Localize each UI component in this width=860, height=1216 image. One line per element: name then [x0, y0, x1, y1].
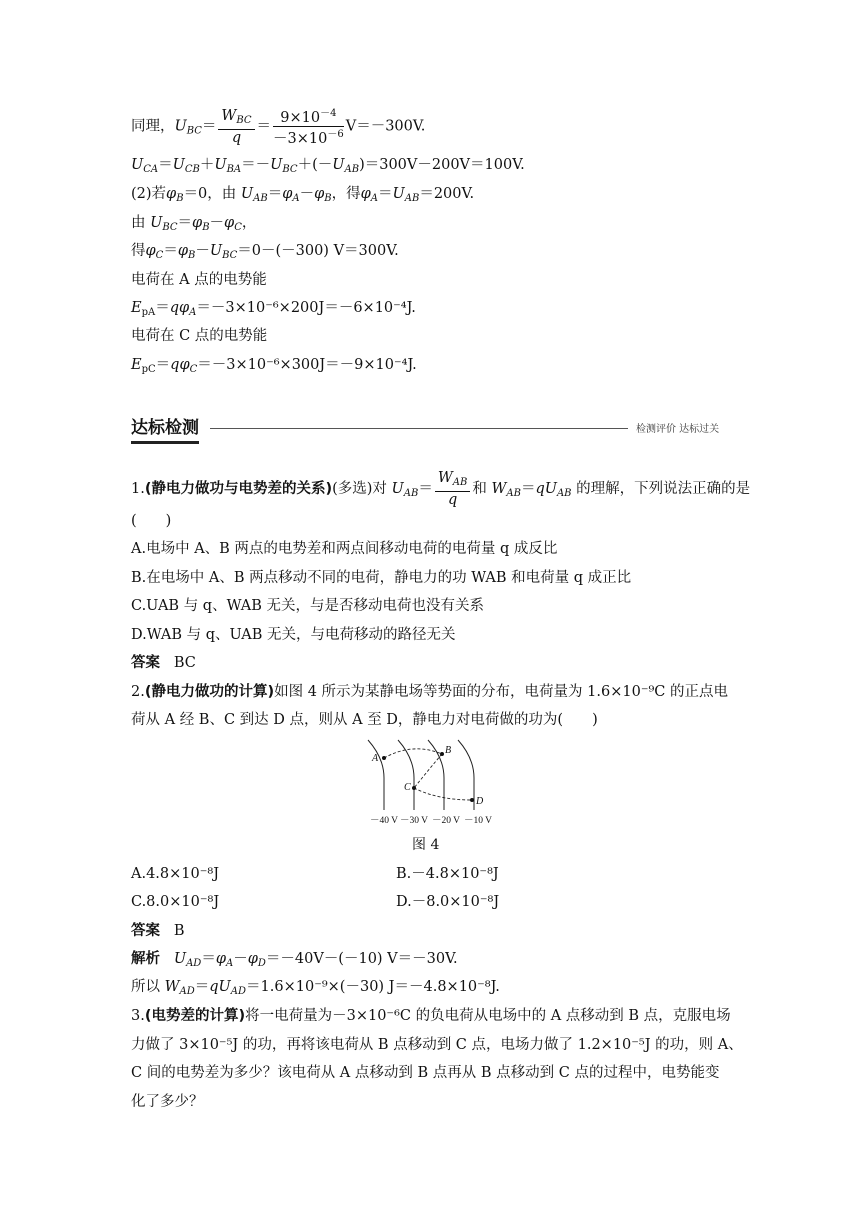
q2-analysis-2: 所以 $W_{AD}=qU_{AD}=1.6\times 10^{-9}\times(-30)$ J＝－4.8×10⁻⁸J. [131, 979, 500, 997]
part2-line: (2)若$\varphi_B=0$，由 $U_{AB}=\varphi_A-\varphi_B$，得$\varphi_A=U_{AB}=200V$. [131, 186, 475, 204]
point-c [412, 786, 416, 790]
q1-answer [131, 653, 196, 673]
label-c: C [404, 782, 411, 793]
q1-stem: 1.(静电力做功与电势差的关系)(多选)对 $U_{AB}=$ $\frac{W_{AB}}{q}$ 和 $W_{AB}=qU_{AB}$ 的理解，下列说法正确的是 [131, 470, 751, 508]
q2-stem-text-1: 如图 4 所示为某静电场等势面的分布，电荷量为 1.6×10⁻⁹C 的正点电 [274, 684, 728, 700]
q1-and: 和 [472, 481, 487, 497]
uca-result: ＝300V－200V＝100V. [364, 157, 525, 173]
q1-number: 1. [131, 481, 145, 497]
equipotential-line-neg30 [398, 740, 414, 810]
q1-option-d: D.WAB 与 q、UAB 无关，与电荷移动的路径无关 [131, 627, 456, 643]
q3-topic: (电势差的计算) [144, 1008, 246, 1024]
part2-result: ＝200V. [419, 186, 475, 202]
equipotential-figure [358, 736, 508, 832]
point-d [470, 798, 474, 802]
point-a [382, 756, 386, 760]
q2-answer-label: 答案 [131, 923, 160, 939]
section-divider [210, 428, 628, 429]
q2-topic: (静电力做功的计算) [144, 684, 275, 700]
q3-stem-4: 化了多少？ [131, 1094, 204, 1110]
ep-a-label: 电荷在 A 点的电势能 [131, 272, 267, 288]
q2-option-a: A.4.8×10⁻⁸J [131, 866, 220, 882]
ubc-result: V＝－300V. [345, 118, 426, 135]
q2-answer-value: B [173, 923, 185, 939]
q1-option-a: A.电场中 A、B 两点的电势差和两点间移动电荷的电荷量 q 成反比 [131, 541, 558, 557]
q1-type: (多选)对 [332, 481, 387, 497]
path-a-to-b [384, 749, 442, 758]
q1-topic: (静电力做功与电势差的关系) [144, 481, 333, 497]
q3-stem-text-1: 将一电荷量为－3×10⁻⁶C 的负电荷从电场中的 A 点移动到 B 点，克服电场 [245, 1008, 731, 1024]
by-ubc-line: 由 $U_{BC}=\varphi_B-\varphi_C$， [131, 215, 257, 233]
ep-a-formula-line: $E_{pA}=q\varphi_A=-3\times 10^{-6}\times 200J=-6\times 10^{-4}J$. [131, 300, 416, 318]
by-ubc-text: 由 [131, 215, 146, 231]
q2-analysis-prefix: 所以 [131, 979, 160, 995]
ubc-equation: 同理，$U_{BC}=$ $\frac{W_{BC}}{q}$ ＝ $\frac{9\times 10^{-4}}{-3\times 10^{-6}}$ V＝－300V. [131, 107, 426, 147]
potential-label-4: －10 V [463, 816, 493, 826]
ep-a-formula: ＝－3×10⁻⁶×200J＝－6×10⁻⁴J. [196, 300, 416, 316]
label-d: D [476, 796, 484, 807]
equipotential-line-neg20 [428, 740, 444, 810]
q2-analysis-1: 解析 $U_{AD}=\varphi_A-\varphi_D=-40V-(-10)$ V＝－30V. [131, 951, 458, 969]
q2-analysis-text-1: ＝－40V－(－10) V＝－30V. [265, 951, 458, 967]
q2-analysis-label: 解析 [131, 951, 160, 967]
phic-line: 得$\varphi_C=\varphi_B-U_{BC}=0-(-300)$ V＝300V. [131, 243, 399, 261]
q2-analysis-text-2: ＝1.6×10⁻⁹×(－30) J＝－4.8×10⁻⁸J. [246, 979, 500, 995]
q1-paren: ( ) [131, 513, 172, 529]
q1-option-c: C.UAB 与 q、WAB 无关，与是否移动电荷也没有关系 [131, 598, 485, 614]
label-b: B [445, 745, 452, 756]
ep-c-label: 电荷在 C 点的电势能 [131, 328, 268, 344]
q3-stem-3: C 间的电势差为多少？该电荷从 A 点移动到 B 点再从 B 点移动到 C 点的过程中，电势能变 [131, 1065, 720, 1081]
part2-get: ，得 [331, 186, 361, 202]
phic-result: ＝0－(－300) V＝300V. [237, 243, 399, 259]
ep-c-formula-line: $E_{pC}=q\varphi_C=-3\times 10^{-6}\times 300J=-9\times 10^{-4}J$. [131, 357, 417, 375]
same-reason-text: 同理， [131, 118, 175, 135]
figure-caption: 图 4 [412, 837, 440, 853]
q3-number: 3. [131, 1008, 145, 1024]
potential-label-1: －40 V [369, 816, 399, 826]
q2-stem-2: 荷从 A 经 B、C 到达 D 点，则从 A 至 D，静电力对电荷做的功为( ) [131, 712, 598, 728]
potential-label-3: －20 V [431, 816, 461, 826]
path-c-to-d [414, 788, 472, 800]
q3-stem-2: 力做了 3×10⁻⁵J 的功，再将该电荷从 B 点移动到 C 点，电场力做了 1.2×10⁻⁵J 的功，则 A、 [131, 1037, 743, 1053]
part2-prefix: (2)若 [131, 186, 167, 202]
part2-mid: ＝0，由 [183, 186, 237, 202]
get-phic-text: 得 [131, 243, 146, 259]
q2-option-d: D.－8.0×10⁻⁸J [396, 894, 500, 910]
q2-option-b: B.－4.8×10⁻⁸J [396, 866, 499, 882]
point-b [440, 752, 444, 756]
label-a: A [372, 753, 379, 764]
q1-answer-label: 答案 [131, 655, 160, 671]
q2-number: 2. [131, 684, 145, 700]
q1-tail: 的理解，下列说法正确的是 [576, 481, 751, 497]
potential-label-2: －30 V [399, 816, 429, 826]
section-subtitle: 检测评价 达标过关 [636, 424, 720, 435]
q1-answer-value: BC [173, 655, 196, 671]
section-title: 达标检测 [131, 413, 199, 444]
q1-option-b: B.在电场中 A、B 两点移动不同的电荷，静电力的功 WAB 和电荷量 q 成正比 [131, 570, 632, 586]
uca-equation: $U_{CA}=U_{CB}+U_{BA}=-U_{BC}+(-U_{AB})=300V-200V=100V$. [131, 157, 525, 175]
path-b-to-c [414, 754, 442, 788]
ep-c-formula: ＝－3×10⁻⁶×300J＝－9×10⁻⁴J. [197, 357, 417, 373]
q2-answer [131, 921, 184, 941]
q2-option-c: C.8.0×10⁻⁸J [131, 894, 220, 910]
equipotential-line-neg40 [368, 740, 384, 810]
q2-stem-1 [131, 682, 728, 702]
q3-stem-1 [131, 1006, 731, 1026]
